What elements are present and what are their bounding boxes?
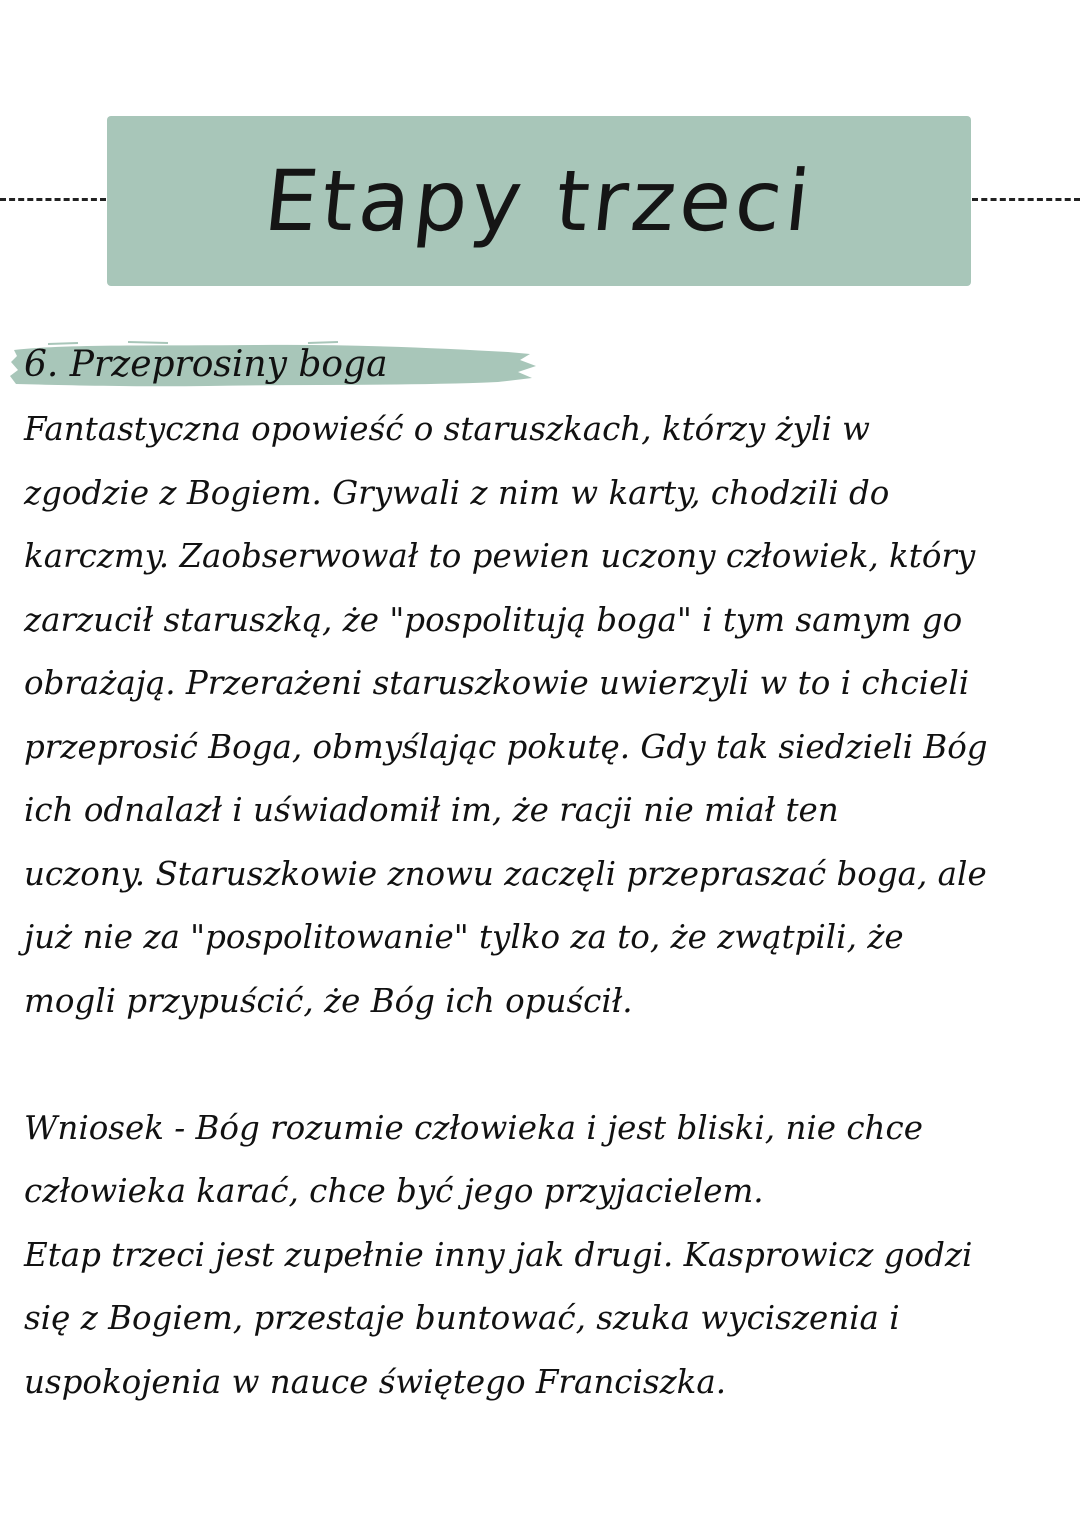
body-text: [24, 398, 1064, 1414]
dashed-line-left: [0, 198, 106, 201]
paragraph-line: przeprosić Boga, obmyślając pokutę. Gdy tak siedzieli Bóg: [24, 727, 988, 766]
conclusion-line: się z Bogiem, przestaje buntować, szuka wyciszenia i: [24, 1299, 900, 1337]
title-banner: [107, 116, 971, 286]
paragraph-line: uczony. Staruszkowie znowu zaczęli przepraszać boga, ale: [24, 854, 987, 893]
paragraph-line: ich odnalazł i uświadomił im, że racji nie miał ten: [24, 791, 839, 829]
conclusion-line: uspokojenia w nauce świętego Franciszka.: [24, 1362, 727, 1401]
conclusion-line: Etap trzeci jest zupełnie inny jak drugi. Kasprowicz godzi: [24, 1235, 973, 1274]
page-title: Etapy trzeci: [259, 152, 819, 250]
conclusion-line: człowieka karać, chce być jego przyjacielem.: [24, 1172, 764, 1210]
conclusion-line: Wniosek - Bóg rozumie człowieka i jest bliski, nie chce: [24, 1108, 923, 1147]
paragraph-line: obrażają. Przerażeni staruszkowie uwierzyli w to i chcieli: [24, 664, 970, 702]
section-heading: 6. Przeprosiny boga: [24, 344, 388, 385]
paragraph-line: mogli przypuścić, że Bóg ich opuścił.: [24, 981, 633, 1020]
paragraph-line: zgodzie z Bogiem. Grywali z nim w karty, chodzili do: [24, 473, 890, 512]
paragraph-line: już nie za "pospolitowanie" tylko za to, że zwątpili, że: [24, 918, 904, 956]
paragraph-line: karczmy. Zaobserwował to pewien uczony człowiek, który: [24, 537, 976, 575]
paragraph-spacer: [24, 1033, 1064, 1097]
dashed-line-right: [972, 198, 1080, 201]
paragraph-line: zarzucił staruszką, że "pospolitują boga" i tym samym go: [24, 600, 963, 639]
paragraph-line: Fantastyczna opowieść o staruszkach, którzy żyli w: [24, 410, 870, 448]
